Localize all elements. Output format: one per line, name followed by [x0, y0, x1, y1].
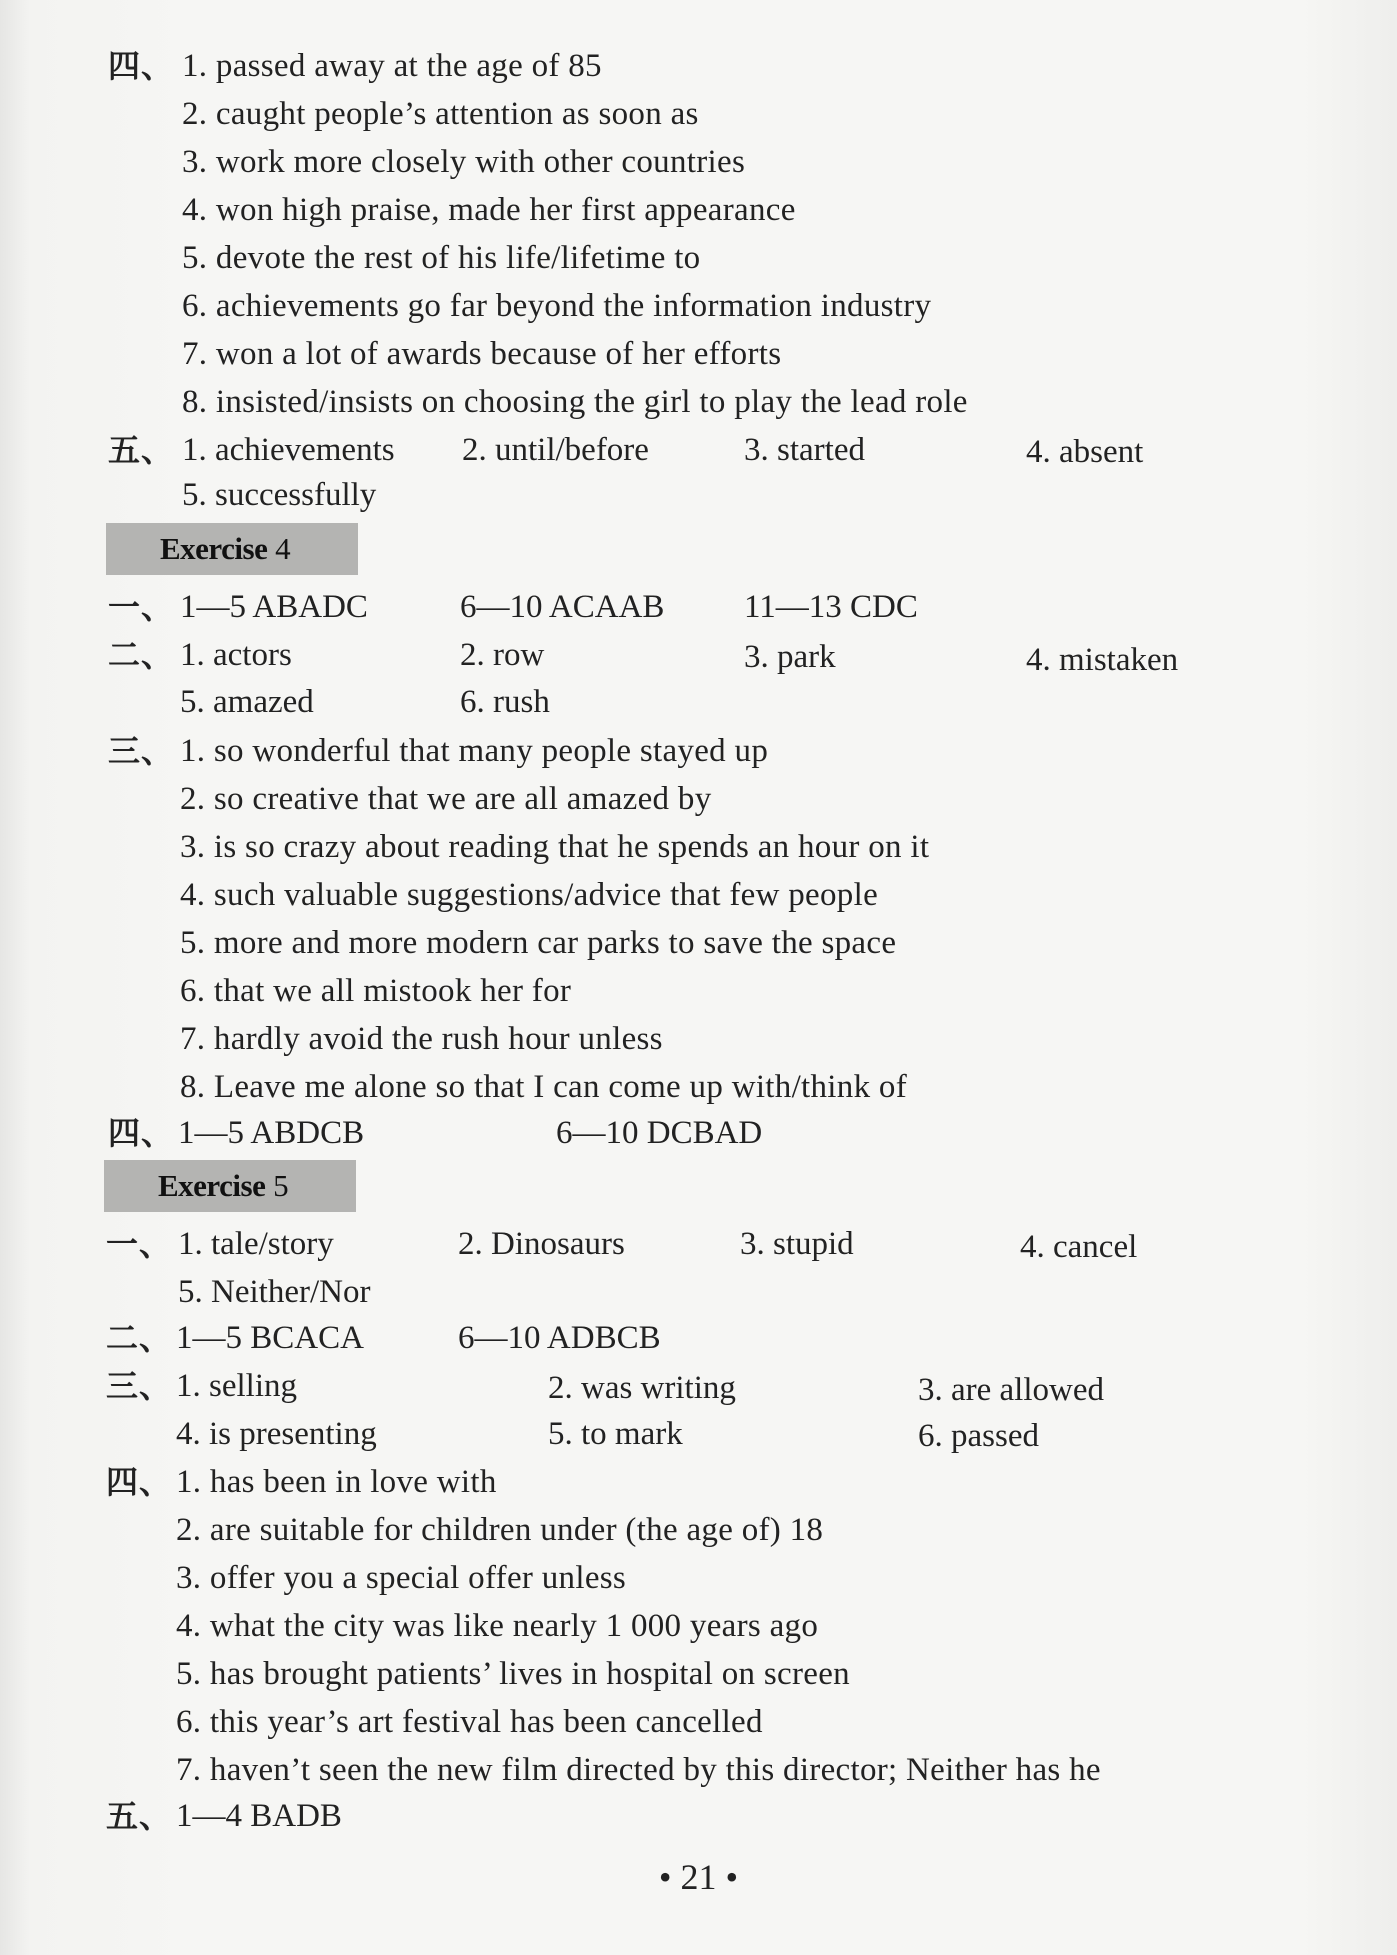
answer-line: 8. Leave me alone so that I can come up with/think of [180, 1069, 908, 1105]
answer-line: 7. won a lot of awards because of her efforts [182, 336, 782, 372]
answer-cell: 1. tale/story [178, 1226, 334, 1262]
exercise-title-word: Exercise [160, 531, 268, 566]
section-marker: 五、 [106, 1797, 173, 1835]
answer-line: 1. passed away at the age of 85 [182, 48, 602, 84]
section-marker: 二、 [108, 636, 175, 674]
exercise-title-number: 4 [275, 531, 291, 566]
answer-cell: 5. Neither/Nor [178, 1274, 371, 1310]
answer-cell: 3. park [744, 639, 836, 675]
answer-cell: 3. stupid [740, 1226, 854, 1262]
answer-cell: 1—5 BCACA [176, 1320, 364, 1356]
answer-cell: 2. Dinosaurs [458, 1226, 625, 1262]
answer-line: 5. more and more modern car parks to save the space [180, 925, 897, 961]
answer-cell: 1—4 BADB [176, 1798, 342, 1834]
answer-cell: 2. row [460, 637, 545, 673]
answer-line: 4. won high praise, made her first appearance [182, 192, 796, 228]
answer-cell: 6—10 ACAAB [460, 589, 665, 625]
answer-line: 4. such valuable suggestions/advice that few people [180, 877, 879, 913]
section-marker: 四、 [108, 47, 175, 85]
answer-cell: 1. achievements [182, 432, 395, 468]
answer-cell: 5. amazed [180, 684, 314, 720]
answer-cell: 4. mistaken [1026, 642, 1179, 678]
answer-line: 2. are suitable for children under (the age of) 18 [176, 1512, 824, 1548]
page-number: • 21 • [658, 1857, 739, 1897]
answer-cell: 1—5 ABDCB [178, 1115, 365, 1151]
answer-line: 6. that we all mistook her for [180, 973, 572, 1009]
answer-line: 2. so creative that we are all amazed by [180, 781, 712, 817]
answer-line: 3. offer you a special offer unless [176, 1560, 627, 1596]
exercise-title-word: Exercise [158, 1168, 266, 1203]
answer-line: 4. what the city was like nearly 1 000 years ago [176, 1608, 819, 1644]
section-marker: 四、 [108, 1114, 175, 1152]
answer-line: 8. insisted/insists on choosing the girl to play the lead role [182, 384, 968, 420]
answer-cell: 3. are allowed [918, 1372, 1104, 1408]
answer-cell: 5. successfully [182, 477, 377, 513]
section-marker: 三、 [106, 1367, 173, 1405]
exercise-5-banner [104, 1160, 356, 1212]
answer-cell: 1. selling [176, 1368, 297, 1404]
answer-cell: 3. started [744, 432, 865, 468]
answer-line: 2. caught people’s attention as soon as [182, 96, 699, 132]
section-marker: 三、 [108, 732, 175, 770]
answer-cell: 5. to mark [548, 1416, 683, 1452]
answer-line: 1. so wonderful that many people stayed up [180, 733, 769, 769]
answer-line: 5. devote the rest of his life/lifetime to [182, 240, 701, 276]
answer-cell: 11—13 CDC [744, 589, 918, 625]
section-marker: 四、 [106, 1463, 173, 1501]
answer-cell: 6—10 ADBCB [458, 1320, 661, 1356]
answer-line: 3. work more closely with other countries [182, 144, 746, 180]
answer-cell: 4. absent [1026, 434, 1144, 470]
answer-cell: 4. cancel [1020, 1229, 1138, 1265]
answer-cell: 4. is presenting [176, 1416, 377, 1452]
section-marker: 五、 [108, 431, 175, 469]
section-marker: 二、 [106, 1319, 173, 1357]
exercise-4-banner [106, 523, 358, 575]
answer-cell: 6. passed [918, 1418, 1039, 1454]
answer-cell: 2. was writing [548, 1370, 736, 1406]
answer-cell: 1—5 ABADC [180, 589, 368, 625]
section-marker: 一、 [106, 1225, 173, 1263]
section-marker: 一、 [108, 588, 175, 626]
answer-line: 3. is so crazy about reading that he spends an hour on it [180, 829, 930, 865]
answer-line: 7. hardly avoid the rush hour unless [180, 1021, 663, 1057]
answer-line: 5. has brought patients’ lives in hospital on screen [176, 1656, 850, 1692]
answer-cell: 6. rush [460, 684, 550, 720]
answer-line: 6. achievements go far beyond the information industry [182, 288, 932, 324]
exercise-title-number: 5 [273, 1168, 289, 1203]
answer-cell: 1. actors [180, 637, 292, 673]
answer-cell: 6—10 DCBAD [556, 1115, 763, 1151]
answer-line: 6. this year’s art festival has been cancelled [176, 1704, 763, 1740]
answer-cell: 2. until/before [462, 432, 649, 468]
answer-line: 1. has been in love with [176, 1464, 497, 1500]
answer-line: 7. haven’t seen the new film directed by this director; Neither has he [176, 1752, 1101, 1788]
